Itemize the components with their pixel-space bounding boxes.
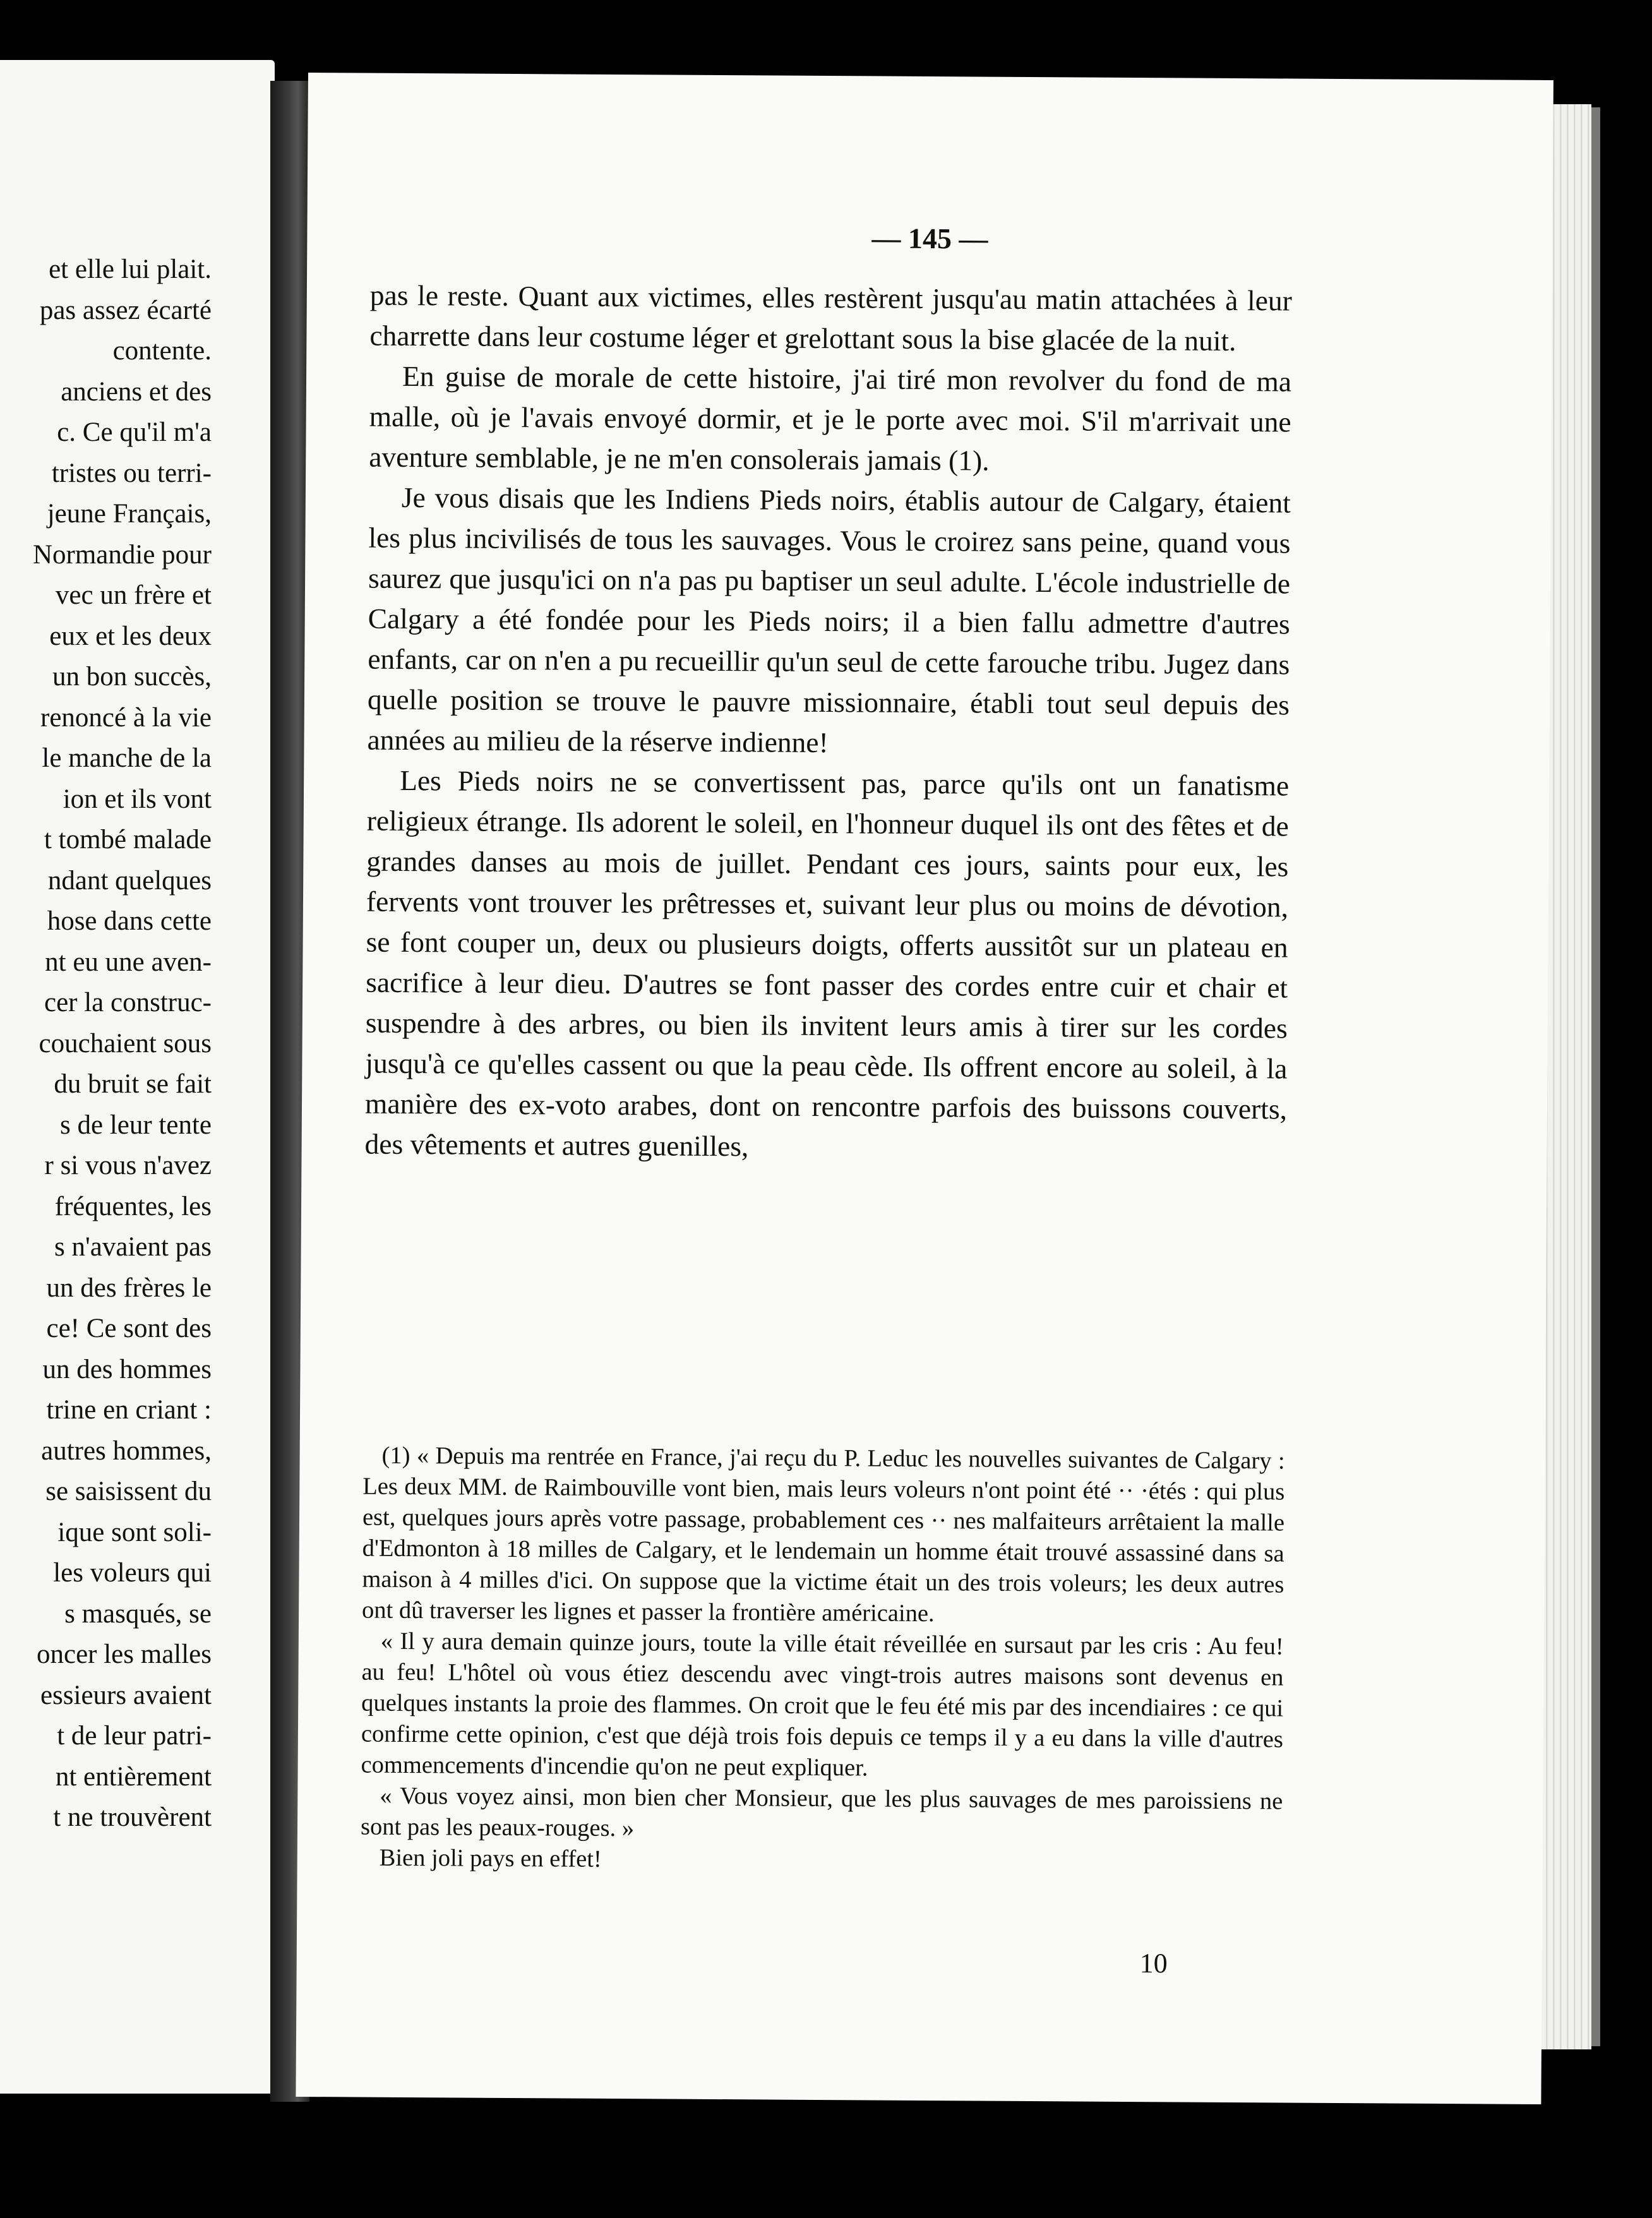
left-page-line: hose dans cette: [47, 906, 212, 936]
left-page-line: nt eu une aven-: [45, 947, 212, 977]
left-page-line: du bruit se fait: [54, 1069, 212, 1099]
left-page-line: un bon succès,: [52, 662, 212, 692]
left-page-line: autres hommes,: [41, 1436, 212, 1466]
left-page-line: trine en criant :: [46, 1395, 212, 1425]
left-page-line: t ne trouvèrent: [53, 1802, 212, 1832]
left-page-line: vec un frère et: [55, 580, 212, 610]
left-page-line: ique sont soli-: [57, 1517, 212, 1547]
left-page-line: eux et les deux: [49, 621, 212, 651]
footnote: « Il y aura demain quinze jours, toute la ville était réveillée en sursaut par les cris : Au feu! au feu! L'hôtel où vous étiez descendu avec vingt-trois autres maisons sont devenus en quelques instants la proie des flammes. On croit que le feu été mis par des incendiaires : ce qui confirme cette opinion, c'est que déjà trois fois depuis ce temps il y a eu dans la ville d'autres commencements d'incendie qu'on ne peut expliquer.: [361, 1628, 1284, 1782]
left-page-line: t de leur patri-: [57, 1721, 212, 1751]
left-page-line: un des hommes: [42, 1354, 212, 1384]
left-page-line: contente.: [112, 336, 212, 366]
left-page-line: ion et ils vont: [63, 784, 212, 814]
left-page-line: cer la construc-: [44, 988, 212, 1017]
footnotes: [361, 1441, 1285, 1879]
left-page-line: essieurs avaient: [40, 1680, 212, 1710]
main-text: [364, 275, 1292, 1170]
paragraph: En guise de morale de cette histoire, j'ai tiré mon revolver du fond de ma malle, où je l'avais envoyé dormir, et je le porte avec moi. S'il m'arrivait une aventure semblable, je ne m'en consolerais jamais (1).: [369, 359, 1292, 477]
left-page-text: [33, 249, 212, 1838]
left-page-line: r si vous n'avez: [44, 1151, 212, 1180]
left-page-line: Normandie pour: [32, 539, 212, 570]
left-page-line: un des frères le: [46, 1273, 212, 1303]
left-page-line: le manche de la: [42, 743, 212, 773]
left-page-line: jeune Français,: [47, 499, 212, 529]
left-page-line: et elle lui plait.: [49, 255, 212, 284]
left-page-line: ndant quelques: [47, 865, 212, 896]
left-page-line: pas assez écarté: [39, 295, 212, 325]
left-page: [0, 60, 275, 2094]
left-page-line: nt entièrement: [55, 1761, 212, 1792]
page-edge-shadow: [1591, 107, 1600, 2046]
paragraph: pas le reste. Quant aux victimes, elles restèrent jusqu'au matin attachées à leur charrette dans leur costume léger et grelottant sous la bise glacée de la nuit.: [369, 279, 1292, 357]
left-page-line: c. Ce qu'il m'a: [57, 417, 212, 447]
page-number: — 145 —: [871, 222, 988, 255]
left-page-line: se saisissent du: [45, 1477, 212, 1506]
signature-mark: 10: [1139, 1948, 1168, 1979]
right-page: [296, 73, 1553, 2104]
left-page-line: fréquentes, les: [54, 1191, 212, 1221]
left-page-line: t tombé malade: [44, 825, 212, 854]
paragraph: Les Pieds noirs ne se convertissent pas, parce qu'ils ont un fanatisme religieux étrange. Ils adorent le soleil, en l'honneur duquel ils ont des fêtes et de grandes danses au mois de juillet. Pendant ces jours, saints pour eux, les fervents vont trouver les prêtresses et, suivant leur plus ou moins de dévotion, se font couper un, deux ou plusieurs doigts, offerts aussitôt sur un plateau en sacrifice à leur dieu. D'autres se font passer des cordes entre cuir et chair et suspendre à des arbres, ou bien ils invitent leurs amis à tirer sur les cordes jusqu'à ce qu'elles cassent ou que la peau cède. Ils offrent encore au soleil, à la manière des ex-voto arabes, dont on rencontre parfois des buissons couverts, des vêtements et autres guenilles,: [364, 764, 1290, 1163]
left-page-line: renoncé à la vie: [40, 702, 212, 733]
left-page-line: tristes ou terri-: [51, 458, 212, 488]
left-page-line: ce! Ce sont des: [46, 1314, 212, 1343]
paragraph: Je vous disais que les Indiens Pieds noirs, établis autour de Calgary, étaient les plus incivilisés de tous les sauvages. Vous le croirez sans peine, quand vous saurez que jusqu'ici on n'a pas pu baptiser un seul adulte. L'école industrielle de Calgary a été fondée pour les Pieds noirs; il a bien fallu admettre d'autres enfants, car on n'en a pu recueillir qu'un seul de cette farouche tribu. Jugez dans quelle position se trouve le pauvre missionnaire, établi tout seul depuis des années au milieu de la réserve indienne!: [367, 481, 1291, 759]
left-page-line: s de leur tente: [60, 1110, 212, 1140]
left-page-line: les voleurs qui: [53, 1558, 212, 1588]
footnote: « Vous voyez ainsi, mon bien cher Monsieur, que les plus sauvages de mes paroissiens ne sont pas les peaux-rouges. »: [360, 1782, 1283, 1842]
footnote: (1) « Depuis ma rentrée en France, j'ai reçu du P. Leduc les nouvelles suivantes de Calgary : Les deux MM. de Raimbouville vont bien, mais leurs voleurs n'ont point été ·· ·étés : qui plus est, quelques jours après votre passage, probablement ces ·· nes malfaiteurs arrêtaient la malle d'Edmonton à 18 milles de Calgary, et le lendemain un homme était trouvé assassiné dans sa maison à 4 milles d'ici. On suppose que la victime était un des trois voleurs; les deux autres ont dû traverser les lignes et passer la frontière américaine.: [362, 1442, 1285, 1628]
left-page-line: s masqués, se: [64, 1598, 212, 1629]
left-page-line: s n'avaient pas: [54, 1232, 212, 1262]
left-page-line: couchaient sous: [39, 1028, 212, 1058]
left-page-line: oncer les malles: [36, 1640, 212, 1669]
footnote: Bien joli pays en effet!: [379, 1844, 602, 1873]
left-page-line: anciens et des: [61, 376, 212, 407]
